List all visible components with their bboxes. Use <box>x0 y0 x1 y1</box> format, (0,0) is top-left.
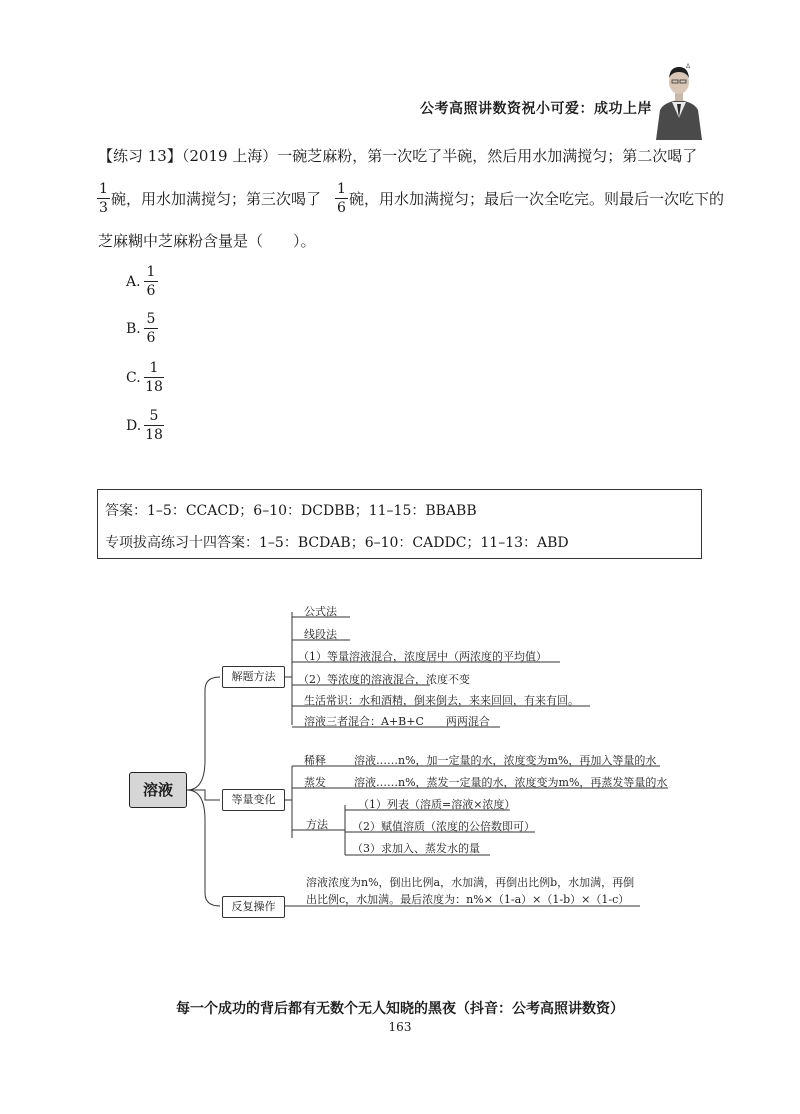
answer-line-1: 答案：1–5：CCACD；6–10：DCDBB；11–15：BBABB <box>105 503 477 519</box>
evaporate-text: 溶液……n%，蒸发一定量的水，浓度变为m%，再蒸发等量的水 <box>354 776 668 789</box>
dilute-label: 稀释 <box>304 754 326 767</box>
method-formula: 公式法 <box>304 605 337 618</box>
method-label: 方法 <box>306 818 328 831</box>
method-same-concentration: （2）等浓度的溶液混合，浓度不变 <box>298 673 470 686</box>
method-equal-mix: （1）等量溶液混合，浓度居中（两浓度的平均值） <box>298 650 547 663</box>
option-c-label: C. <box>126 370 141 386</box>
method-table: （1）列表（溶质=溶液×浓度） <box>358 798 516 811</box>
branch-equal-change: 等量变化 <box>222 789 285 811</box>
option-a-label: A. <box>126 274 141 290</box>
question-line-2b: 碗，用水加满搅匀；最后一次全吃完。则最后一次吃下的 <box>349 190 725 208</box>
header-title: 公考高照讲数资祝小可爱：成功上岸 <box>420 101 652 117</box>
question-line-2a: 碗，用水加满搅匀；第三次喝了 <box>111 190 322 208</box>
branch-solution-methods: 解题方法 <box>222 666 285 688</box>
method-assign-solute: （2）赋值溶质（浓度的公倍数即可） <box>352 820 535 833</box>
repeat-line-1: 溶液浓度为n%，倒出比例a，水加满，再倒出比例b，水加满，再倒 <box>306 876 635 889</box>
dilute-text: 溶液……n%，加一定量的水，浓度变为m%，再加入等量的水 <box>354 754 657 767</box>
option-b-label: B. <box>126 321 141 337</box>
method-water-amount: （3）求加入、蒸发水的量 <box>352 842 480 855</box>
answer-line-2: 专项拔高练习十四答案：1–5：BCDAB；6–10：CADDC；11–13：ABD <box>105 535 569 551</box>
option-c-fraction: 1 18 <box>145 360 163 395</box>
footer-slogan: 每一个成功的背后都有无数个无人知晓的黑夜（抖音：公考高照讲数资） <box>176 1001 624 1017</box>
logo-mark: Δ <box>686 63 691 70</box>
option-d-label: D. <box>126 418 142 434</box>
fraction-one-sixth: 1 6 <box>335 181 348 216</box>
option-d-fraction: 5 18 <box>145 408 163 443</box>
question-line-3: 芝麻糊中芝麻粉含量是（ ）。 <box>98 232 316 250</box>
branch-repeated-operation: 反复操作 <box>222 896 285 918</box>
page-number: 163 <box>388 1020 412 1034</box>
mindmap-root-node: 溶液 <box>129 772 187 808</box>
method-common-sense: 生活常识：水和酒精，倒来倒去，来来回回，有来有回。 <box>304 694 579 707</box>
method-line-segment: 线段法 <box>304 628 337 641</box>
question-line-1: 【练习 13】（2019 上海）一碗芝麻粉，第一次吃了半碗，然后用水加满搅匀；第二次喝了 <box>98 147 698 165</box>
method-three-mix: 溶液三者混合：A+B+C 两两混合 <box>304 715 490 728</box>
option-a-fraction: 1 6 <box>144 264 158 299</box>
option-b-fraction: 5 6 <box>144 311 158 346</box>
repeat-line-2: 出比例c，水加满。最后浓度为：n%×（1-a）×（1-b）×（1-c） <box>306 893 630 906</box>
fraction-one-third: 1 3 <box>97 181 110 216</box>
evaporate-label: 蒸发 <box>304 776 326 789</box>
